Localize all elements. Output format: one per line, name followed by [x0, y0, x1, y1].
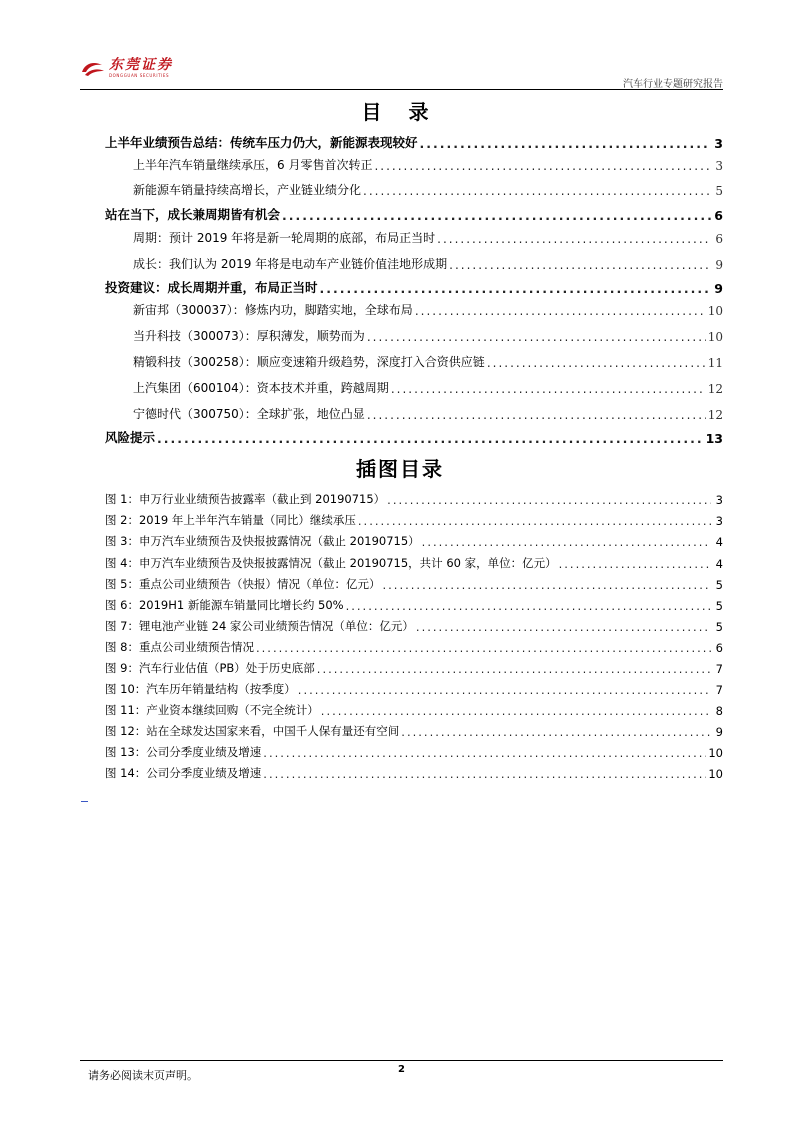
toc-entry[interactable]: 新能源车销量持续高增长，产业链业绩分化 ..... 5 [105, 178, 723, 198]
figure-entry[interactable]: 图 3：申万汽车业绩预告及快报披露情况（截止 20190715） ..... 4 [105, 529, 723, 549]
figure-entry[interactable]: 图 7：锂电池产业链 24 家公司业绩预告情况（单位：亿元） ..... 5 [105, 614, 723, 634]
toc-entry[interactable]: 当升科技（300073）：厚积薄发，顺势而为 ..... 10 [105, 324, 723, 344]
figure-entry[interactable]: 图 1：申万行业业绩预告披露率（截止到 20190715） ..... 3 [105, 487, 723, 507]
figure-entry[interactable]: 图 11：产业资本继续回购（不完全统计） ..... 8 [105, 698, 723, 718]
toc-entry[interactable]: 上半年业绩预告总结：传统车压力仍大，新能源表现较好 ..... 3 [105, 131, 723, 151]
page-number: 2 [398, 1064, 405, 1075]
toc-title: 目 录 [361, 100, 439, 124]
toc-entry[interactable]: 上半年汽车销量继续承压，6 月零售首次转正 ..... 3 [105, 153, 723, 173]
text-cursor-mark [81, 801, 88, 802]
page-header [80, 58, 723, 90]
figure-entry[interactable]: 图 9：汽车行业估值（PB）处于历史底部 ..... 7 [105, 656, 723, 676]
footer-divider [80, 1060, 723, 1061]
figure-entry[interactable]: 图 13：公司分季度业绩及增速 ..... 10 [105, 740, 723, 760]
toc-entry[interactable]: 上汽集团（600104）：资本技术并重，跨越周期 ..... 12 [105, 376, 723, 396]
toc-entry[interactable]: 周期：预计 2019 年将是新一轮周期的底部，布局正当时 ..... 6 [105, 226, 723, 246]
figure-entry[interactable]: 图 2：2019 年上半年汽车销量（同比）继续承压 ..... 3 [105, 508, 723, 528]
figure-entry[interactable]: 图 12：站在全球发达国家来看，中国千人保有量还有空间 ..... 9 [105, 719, 723, 739]
logo-chinese-name: 东莞证券 [109, 57, 173, 73]
figure-index-title: 插图目录 [356, 457, 444, 481]
toc-entry[interactable]: 站在当下，成长兼周期皆有机会 ..... 6 [105, 203, 723, 223]
report-type: 汽车行业专题研究报告 [623, 79, 723, 90]
toc-entry[interactable]: 宁德时代（300750）：全球扩张，地位凸显 ..... 12 [105, 402, 723, 422]
figure-entry[interactable]: 图 10：汽车历年销量结构（按季度） ..... 7 [105, 677, 723, 697]
logo-emblem-icon [80, 59, 106, 79]
header-divider [80, 89, 723, 90]
disclaimer-note: 请务必阅读末页声明。 [88, 1069, 198, 1082]
figure-entry[interactable]: 图 4：申万汽车业绩预告及快报披露情况（截止 20190715，共计 60 家，单位：亿元） ..... 4 [105, 551, 723, 571]
figure-entry[interactable]: 图 5：重点公司业绩预告（快报）情况（单位：亿元） ..... 5 [105, 572, 723, 592]
company-logo [80, 58, 173, 79]
toc-entry[interactable]: 投资建议：成长周期并重，布局正当时 ..... 9 [105, 276, 723, 296]
toc-entry[interactable]: 成长：我们认为 2019 年将是电动车产业链价值洼地形成期 ..... 9 [105, 252, 723, 272]
logo-english-name: DONGGUAN SECURITIES [109, 73, 170, 78]
figure-entry[interactable]: 图 8：重点公司业绩预告情况 ..... 6 [105, 635, 723, 655]
toc-entry[interactable]: 风险提示 ..... 13 [105, 426, 723, 446]
toc-entry[interactable]: 新宙邦（300037）：修炼内功，脚踏实地，全球布局 ..... 10 [105, 298, 723, 318]
figure-entry[interactable]: 图 6：2019H1 新能源车销量同比增长约 50% ..... 5 [105, 593, 723, 613]
figure-entry[interactable]: 图 14：公司分季度业绩及增速 ..... 10 [105, 761, 723, 781]
toc-entry[interactable]: 精锻科技（300258）：顺应变速箱升级趋势，深度打入合资供应链 ..... 11 [105, 350, 723, 370]
